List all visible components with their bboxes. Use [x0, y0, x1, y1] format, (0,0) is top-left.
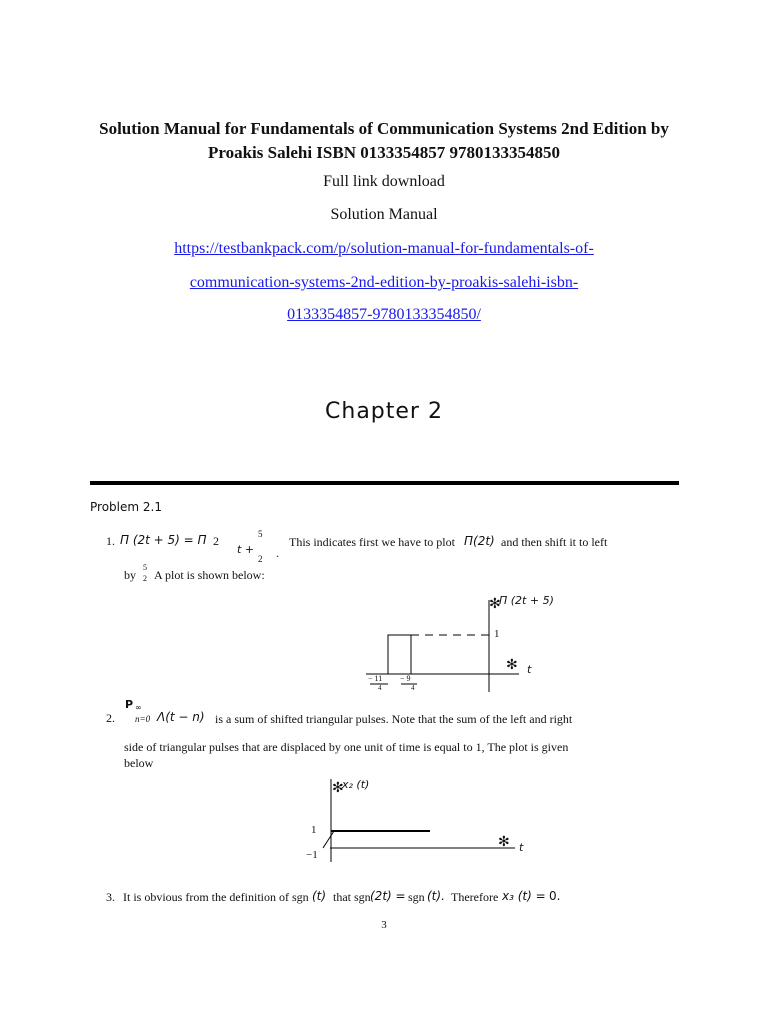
- item-3-text-b: that sgn: [333, 890, 371, 904]
- item-2-sum-sub: n=0: [135, 714, 151, 724]
- item-1-frac-den: 2: [258, 554, 263, 564]
- item-3-text-a: It is obvious from the definition of sgn: [123, 890, 309, 904]
- plot-2-minus-one-label: −1: [306, 849, 318, 861]
- item-1-frac-t: t +: [237, 543, 255, 556]
- chapter-title: Chapter 2: [325, 399, 443, 424]
- item-2-text-3: below: [124, 756, 154, 770]
- solution-manual-label: Solution Manual: [330, 206, 438, 223]
- download-link-line-3[interactable]: 0133354857-9780133354850/: [287, 306, 481, 323]
- plot-2-y-arrow: ✻: [332, 781, 344, 796]
- item-1-plot-text: A plot is shown below:: [154, 568, 265, 582]
- item-1-dot: .: [276, 546, 279, 560]
- plot-2-x-arrow: ✻: [498, 835, 510, 850]
- download-link-line-2[interactable]: communication-systems-2nd-edition-by-proakis-salehi-isbn-: [189, 274, 579, 291]
- item-1-by: by: [124, 568, 136, 582]
- plot-2-ylabel: x₂ (t): [342, 778, 370, 791]
- plot-2-level-label: 1: [311, 824, 317, 836]
- title-line-1: Solution Manual for Fundamentals of Communication Systems 2nd Edition by: [99, 119, 669, 138]
- item-3-text-d: Therefore: [451, 890, 499, 904]
- plot-1-level-label: 1: [494, 628, 500, 640]
- plot-2-ramp: [323, 831, 334, 848]
- item-1-lhs: Π (2t + 5) = Π: [120, 533, 207, 547]
- item-2-sum-symbol: P: [125, 698, 134, 711]
- plot-2-xlabel: t: [519, 841, 524, 854]
- item-2-sum-sup: ∞: [135, 703, 142, 712]
- plot-1-tick-a: − 11: [368, 674, 383, 683]
- item-1-text: This indicates first we have to plot: [289, 535, 455, 549]
- item-2-text-2: side of triangular pulses that are displaced by one unit of time is equal to 1, The plot is given: [124, 740, 569, 754]
- problem-heading: Problem 2.1: [90, 500, 162, 514]
- item-3-t1: (t): [312, 889, 327, 903]
- plot-1-tick-a-den: 4: [378, 684, 382, 692]
- item-2-number: 2.: [106, 711, 115, 725]
- download-link-line-1[interactable]: https://testbankpack.com/p/solution-manual-for-fundamentals-of-: [174, 240, 594, 257]
- title-line-2: Proakis Salehi ISBN 0133354857 9780133354850: [207, 143, 560, 162]
- item-3-text-c: sgn: [408, 890, 425, 904]
- item-3-t3: (t).: [427, 889, 445, 903]
- item-2-text-1: is a sum of shifted triangular pulses. Note that the sum of the left and right: [215, 712, 573, 726]
- item-1-two: 2: [213, 534, 219, 548]
- item-3-t2: (2t) =: [370, 889, 406, 903]
- item-1-by-den: 2: [143, 574, 147, 583]
- item-3-x3: x₃ (t) =: [502, 889, 546, 903]
- item-1-number: 1.: [106, 534, 115, 548]
- plot-1-ylabel: Π (2t + 5): [499, 594, 554, 607]
- item-3-number: 3.: [106, 890, 115, 904]
- plot-1-xlabel: t: [527, 663, 532, 676]
- item-1-frac-num: 5: [258, 529, 263, 539]
- plot-1-tick-b: − 9: [400, 674, 411, 683]
- item-3-zero: 0.: [549, 889, 561, 903]
- page-number: 3: [381, 919, 387, 931]
- full-link-label: Full link download: [323, 173, 445, 190]
- item-2-expr: Λ(t − n): [157, 710, 205, 724]
- item-1-pi2t: Π(2t): [464, 534, 495, 548]
- plot-1-tick-b-den: 4: [411, 684, 415, 692]
- plot-1-y-arrow: ✻: [489, 597, 501, 612]
- plot-1-x-arrow: ✻: [506, 658, 518, 673]
- item-1-by-num: 5: [143, 563, 147, 572]
- item-1-text-end: and then shift it to left: [501, 535, 608, 549]
